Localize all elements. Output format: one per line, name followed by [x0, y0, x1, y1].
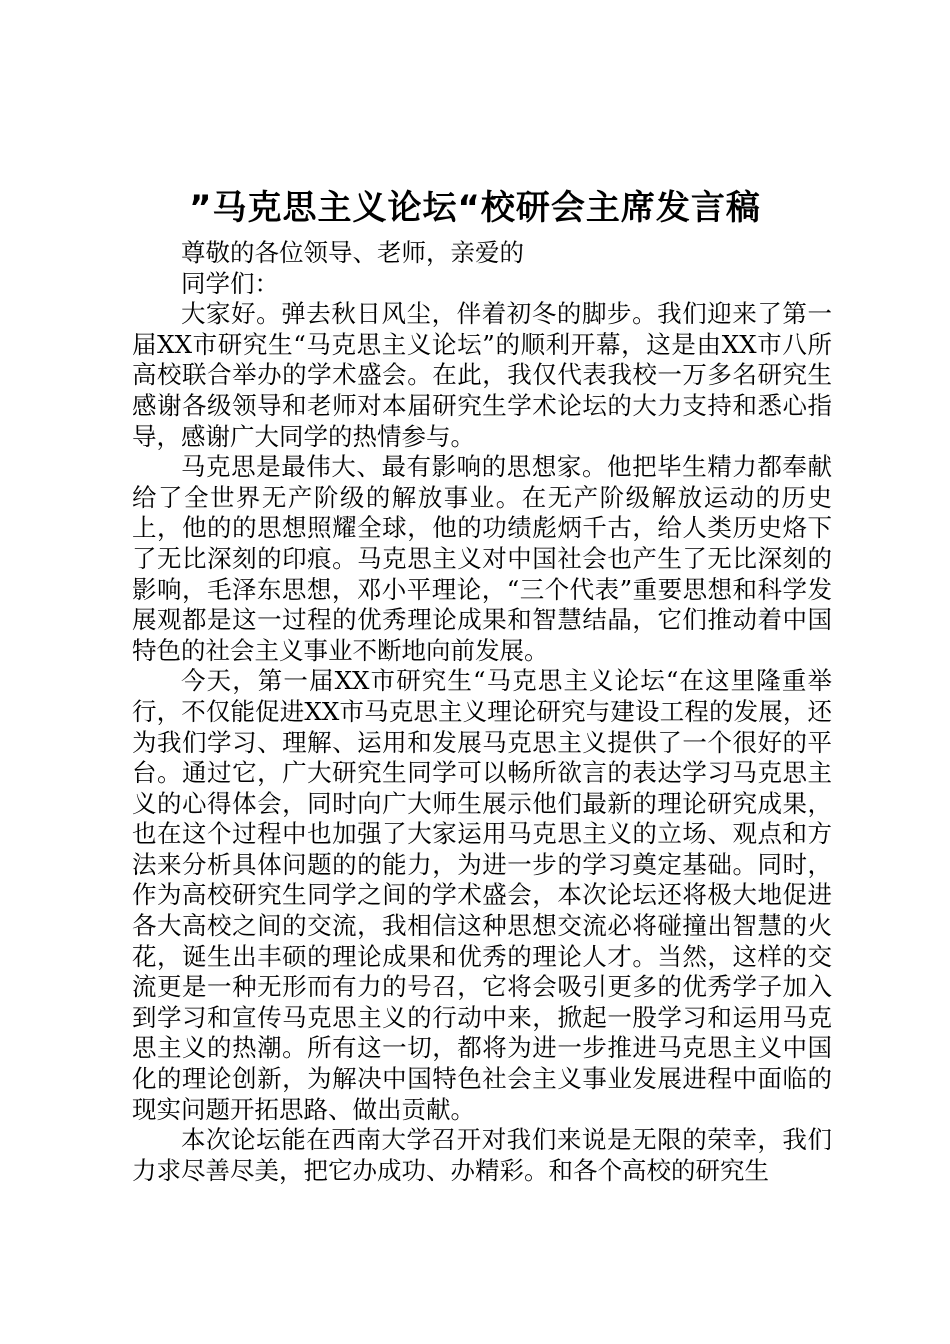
paragraph-forum: 今天，第一届XX市研究生“马克思主义论坛“在这里隆重举行，不仅能促进XX市马克思主义理论研究与建设工程的发展，还为我们学习、理解、运用和发展马克思主义提供了一个很好的平台。通过它，广大研究生同学可以畅所欲言的表达学习马克思主义的心得体会，同时向广大师生展示他们最新的理论研究成果，也在这个过程中也加强了大家运用马克思主义的立场、观点和方法来分析具体问题的的能力，为进一步的学习奠定基础。同时，作为高校研究生同学之间的学术盛会，本次论坛还将极大地促进各大高校之间的交流，我相信这种思想交流必将碰撞出智慧的火花，诞生出丰硕的理论成果和优秀的理论人才。当然，这样的交流更是一种无形而有力的号召，它将会吸引更多的优秀学子加入到学习和宣传马克思主义的行动中来，掀起一股学习和运用马克思主义的热潮。所有这一切，都将为进一步推进马克思主义中国化的理论创新，为解决中国特色社会主义事业发展进程中面临的现实问题开拓思路、做出贡献。 [132, 666, 832, 1124]
paragraph-greeting: 大家好。弹去秋日风尘，伴着初冬的脚步。我们迎来了第一届XX市研究生“马克思主义论坛”的顺利开幕，这是由XX市八所高校联合举办的学术盛会。在此，我仅代表我校一万多名研究生感谢各级领导和老师对本届研究生学术论坛的大力支持和悉心指导，感谢广大同学的热情参与。 [132, 299, 832, 451]
salutation-line-2: 同学们： [181, 268, 279, 298]
salutation-line-1: 尊敬的各位领导、老师，亲爱的 [181, 238, 524, 267]
paragraph-host: 本次论坛能在西南大学召开对我们来说是无限的荣幸，我们力求尽善尽美，把它办成功、办精彩。和各个高校的研究生 [132, 1125, 832, 1185]
paragraph-marx: 马克思是最伟大、最有影响的思想家。他把毕生精力都奉献给了全世界无产阶级的解放事业。在无产阶级解放运动的历史上，他的的思想照耀全球，他的功绩彪炳千古，给人类历史烙下了无比深刻的印痕。马克思主义对中国社会也产生了无比深刻的影响，毛泽东思想，邓小平理论，“三个代表”重要思想和科学发展观都是这一过程的优秀理论成果和智慧结晶，它们推动着中国特色的社会主义事业不断地向前发展。 [132, 452, 832, 665]
document-body [132, 238, 832, 1186]
document-title: ”马克思主义论坛“校研会主席发言稿 [189, 188, 761, 228]
